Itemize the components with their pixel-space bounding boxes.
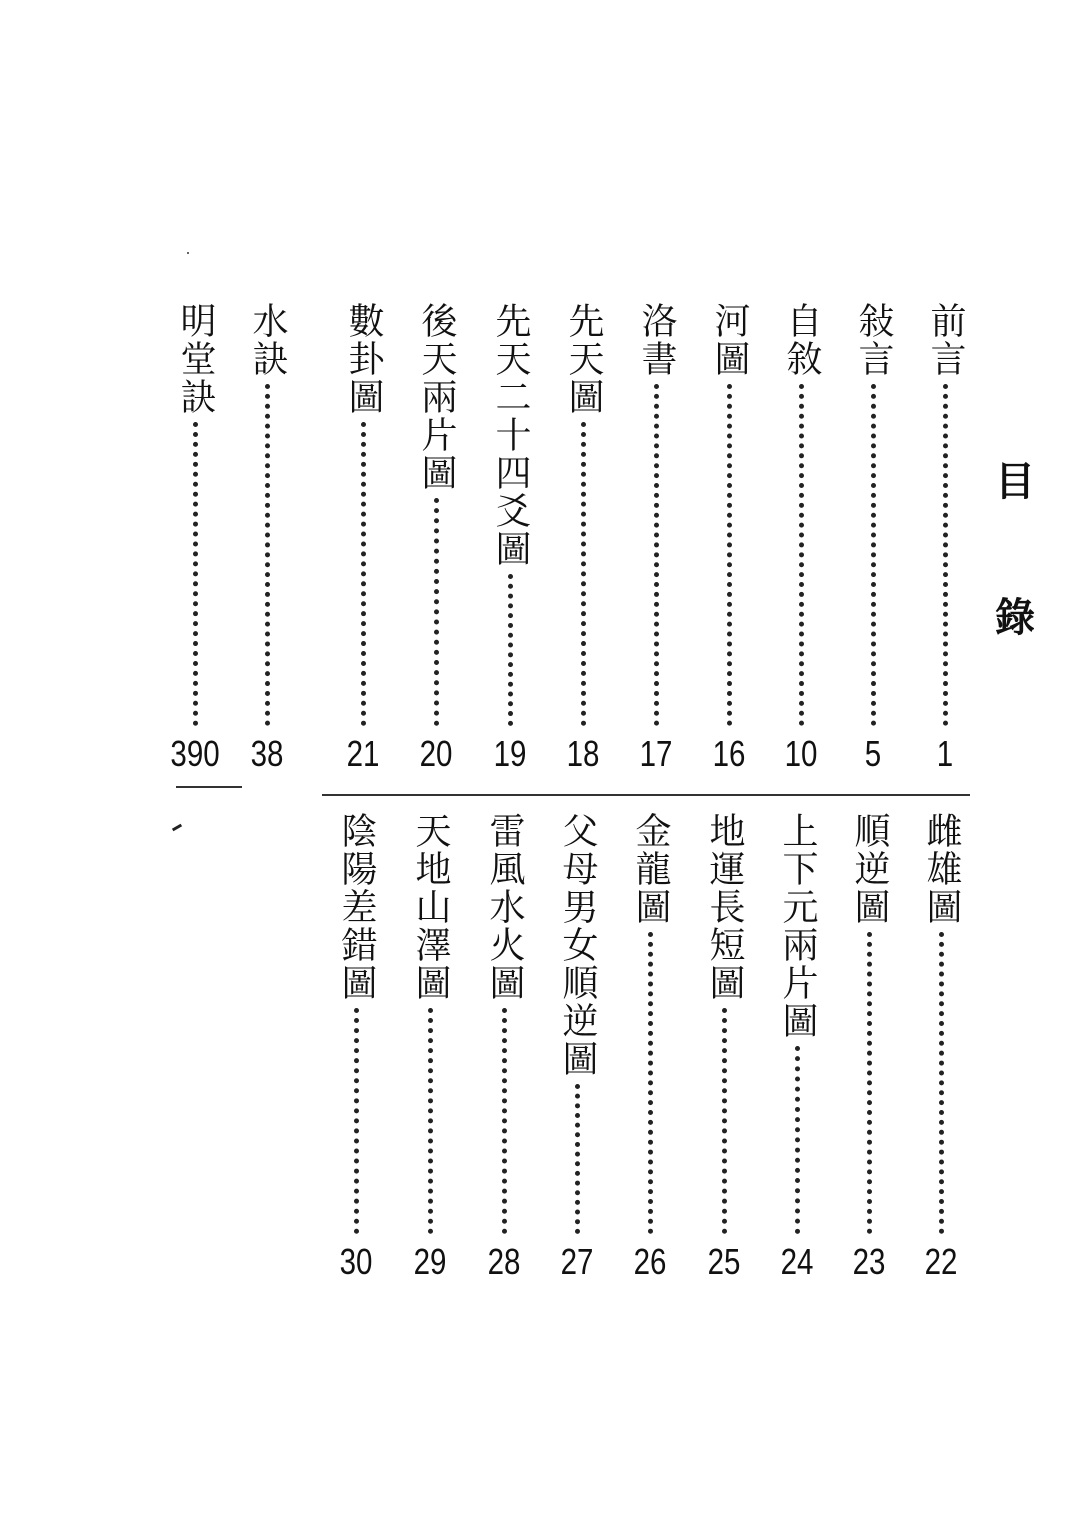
leader-dots (654, 384, 659, 726)
entry-title: 地運長短圖 (704, 812, 745, 1002)
entry-title: 前言 (925, 302, 966, 378)
leader-dots (265, 384, 270, 726)
entry-page: 18 (566, 733, 600, 774)
entry-page: 30 (339, 1241, 373, 1282)
entry-title: 金龍圖 (630, 812, 671, 926)
toc-entry (701, 812, 747, 1280)
entry-page: 24 (780, 1241, 814, 1282)
section-divider (322, 794, 970, 796)
toc-entry (918, 812, 964, 1280)
leader-dots (361, 422, 366, 726)
entry-page: 25 (707, 1241, 741, 1282)
entry-title: 雷風水火圖 (484, 812, 525, 1002)
entry-title: 順逆圖 (849, 812, 890, 926)
toc-entry (774, 812, 820, 1280)
entry-title: 雌雄圖 (921, 812, 962, 926)
entry-page: 38 (250, 733, 284, 774)
toc-entry (172, 302, 218, 772)
entry-page: 21 (346, 733, 380, 774)
entry-title: 父母男女順逆圖 (557, 812, 598, 1078)
toc-entry (627, 812, 673, 1280)
leader-dots (867, 932, 872, 1234)
leader-dots (508, 574, 513, 726)
leader-dots (581, 422, 586, 726)
entry-title: 洛書 (636, 302, 677, 378)
leader-dots (575, 1084, 580, 1234)
leader-dots (871, 384, 876, 726)
entry-title: 明堂訣 (175, 302, 216, 416)
entry-title: 水訣 (247, 302, 288, 378)
toc-heading (990, 459, 1040, 641)
leader-dots (648, 932, 653, 1234)
toc-entry (846, 812, 892, 1280)
toc-entry (407, 812, 453, 1280)
entry-title: 先天圖 (563, 302, 604, 416)
toc-entry (333, 812, 379, 1280)
leader-dots (502, 1008, 507, 1234)
entry-page: 10 (784, 733, 818, 774)
toc-entry (481, 812, 527, 1280)
heading-char-1: 目 (995, 459, 1035, 505)
toc-entry (633, 302, 679, 772)
entry-page: 29 (413, 1241, 447, 1282)
leader-dots (354, 1008, 359, 1234)
toc-entry (850, 302, 896, 772)
toc-entry (560, 302, 606, 772)
entry-page: 28 (487, 1241, 521, 1282)
leader-dots (434, 498, 439, 726)
section-divider-short (176, 786, 242, 788)
entry-page: 27 (560, 1241, 594, 1282)
heading-char-2: 錄 (995, 595, 1035, 641)
entry-page: 5 (864, 733, 882, 774)
leader-dots (722, 1008, 727, 1234)
leader-dots (939, 932, 944, 1234)
entry-title: 上下元兩片圖 (777, 812, 818, 1040)
entry-page: 26 (633, 1241, 667, 1282)
entry-page: 22 (924, 1241, 958, 1282)
toc-entry (487, 302, 533, 772)
entry-title: 後天兩片圖 (416, 302, 457, 492)
entry-page: 20 (419, 733, 453, 774)
entry-title: 敍言 (853, 302, 894, 378)
leader-dots (193, 422, 198, 726)
leader-dots (799, 384, 804, 726)
toc-entry (706, 302, 752, 772)
entry-title: 數卦圖 (343, 302, 384, 416)
scan-speck (187, 252, 189, 254)
leader-dots (943, 384, 948, 726)
leader-dots (727, 384, 732, 726)
toc-entry (244, 302, 290, 772)
toc-entry (340, 302, 386, 772)
entry-page: 23 (852, 1241, 886, 1282)
entry-title: 河圖 (709, 302, 750, 378)
entry-page: 19 (493, 733, 527, 774)
entry-page: 16 (712, 733, 746, 774)
entry-page: 390 (170, 733, 220, 774)
entry-title: 自敘 (781, 302, 822, 378)
entry-page: 1 (936, 733, 954, 774)
entry-page: 17 (639, 733, 673, 774)
toc-entry (778, 302, 824, 772)
toc-entry (554, 812, 600, 1280)
leader-dots (428, 1008, 433, 1234)
entry-title: 陰陽差錯圖 (336, 812, 377, 1002)
entry-title: 天地山澤圖 (410, 812, 451, 1002)
toc-entry (413, 302, 459, 772)
scan-mark (172, 824, 182, 832)
entry-title: 先天二十四爻圖 (490, 302, 531, 568)
toc-entry (922, 302, 968, 772)
leader-dots (795, 1046, 800, 1234)
